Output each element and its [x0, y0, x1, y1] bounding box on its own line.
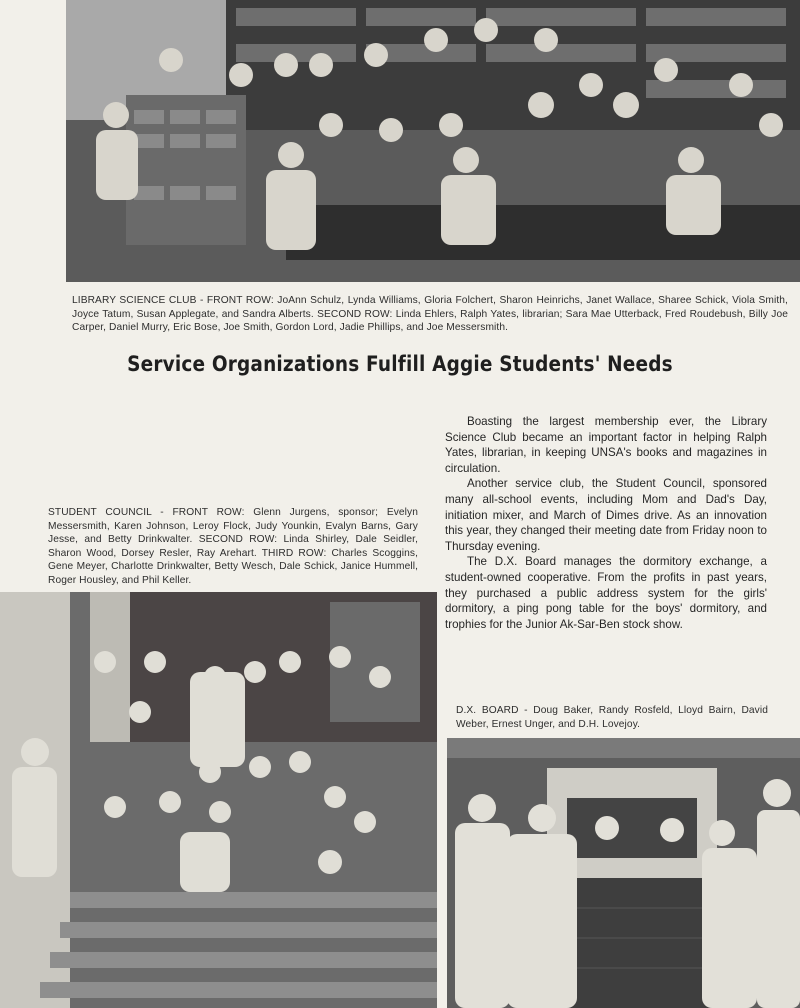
library-club-photo: [66, 0, 800, 282]
article-paragraph: Another service club, the Student Council, sponsored many all-school events, including Mom and Dad's Day, initiation mixer, and March of Dimes drive. As an innovation this year, they changed their meeting date from Friday noon to Thursday evening.: [445, 477, 767, 553]
dx-board-caption: D.X. BOARD - Doug Baker, Randy Rosfeld, Lloyd Bairn, David Weber, Ernest Unger, and D.H. Lovejoy.: [456, 705, 768, 730]
student-council-photo: [0, 592, 437, 1008]
page-headline: Service Organizations Fulfill Aggie Students' Needs: [127, 352, 673, 377]
article-paragraph: Boasting the largest membership ever, the Library Science Club became an important factor in helping Ralph Yates, librarian, in keeping UNSA's books and magazines in circulation.: [445, 415, 767, 475]
library-club-caption: LIBRARY SCIENCE CLUB - FRONT ROW: JoAnn Schulz, Lynda Williams, Gloria Folchert, Sharon Heinrichs, Janet Wallace, Sharee Schick, Viola Smith, Joyce Tatum, Susan Applegate, and Sandra Alberts. SECOND ROW: Linda Ehlers, Ralph Yates, librarian; Sara Mae Utterback, Fred Roudebush, Billy Joe Carper, Daniel Murry, Eric Bose, Joe Smith, Gordon Lord, Jadie Phillips, and Joe Messersmith.: [72, 295, 788, 334]
article-paragraph: The D.X. Board manages the dormitory exchange, a student-owned cooperative. From the profits in past years, they purchased a public address system for the girls' dormitory, a ping pong table for the boys' dormitory, and trophies for the Junior Ak-Sar-Ben stock show.: [445, 555, 767, 631]
student-council-caption: STUDENT COUNCIL - FRONT ROW: Glenn Jurgens, sponsor; Evelyn Messersmith, Karen Johnson, Leroy Flock, Judy Younkin, Evalyn Barns, Gary Jesse, and Betty Drinkwalter. SECOND ROW: Linda Shirley, Dale Seidler, Sharon Wood, Dorsey Resler, Ray Arehart. THIRD ROW: Charles Scoggins, Gene Meyer, Charlotte Drinkwalter, Betty Wesch, Dale Schick, Janice Hummell, Roger Housley, and Phil Keller.: [48, 507, 418, 586]
dx-board-photo: [447, 738, 800, 1008]
article-body: [445, 414, 767, 632]
